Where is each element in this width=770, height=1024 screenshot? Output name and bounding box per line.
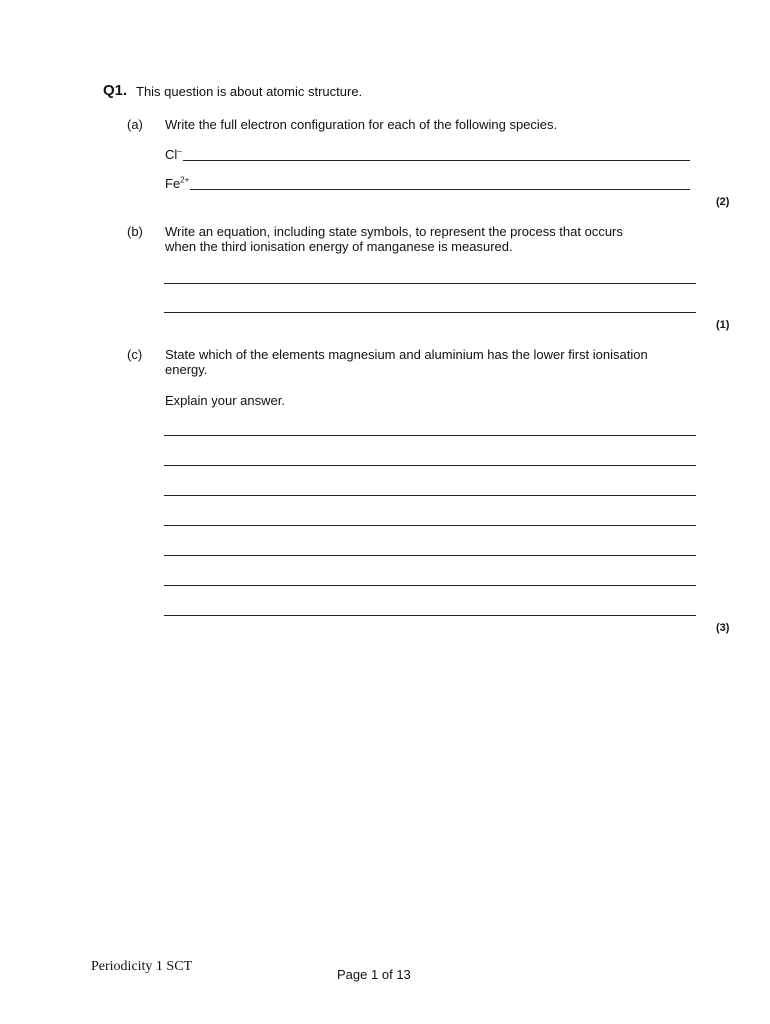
answer-line-c-7[interactable] bbox=[164, 615, 696, 616]
species-cl-symbol: Cl bbox=[165, 147, 178, 162]
part-c-explain: Explain your answer. bbox=[165, 393, 285, 408]
part-b-prompt-line1: Write an equation, including state symbols, to represent the process that occurs bbox=[165, 224, 623, 239]
answer-line-c-4[interactable] bbox=[164, 525, 696, 526]
question-intro: This question is about atomic structure. bbox=[136, 84, 363, 99]
answer-line-b-2[interactable] bbox=[164, 312, 696, 313]
part-b-marks: (1) bbox=[716, 319, 730, 331]
footer-page-number: 1 bbox=[371, 967, 379, 982]
part-c-label: (c) bbox=[127, 347, 143, 362]
part-c-marks: (3) bbox=[716, 622, 730, 634]
answer-line-c-2[interactable] bbox=[164, 465, 696, 466]
species-fe-charge: 2+ bbox=[180, 175, 190, 185]
answer-line-fe[interactable] bbox=[190, 189, 690, 190]
answer-line-c-3[interactable] bbox=[164, 495, 696, 496]
species-cl-label bbox=[165, 147, 182, 162]
part-c-prompt-line2: energy. bbox=[165, 362, 208, 377]
species-fe-label bbox=[165, 176, 189, 191]
part-a-label: (a) bbox=[127, 117, 143, 132]
answer-line-cl[interactable] bbox=[183, 160, 690, 161]
part-b-prompt-line2: when the third ionisation energy of manganese is measured. bbox=[165, 239, 513, 254]
part-a-marks: (2) bbox=[716, 196, 730, 208]
part-a-prompt: Write the full electron configuration for each of the following species. bbox=[165, 117, 558, 132]
footer-of-label: of bbox=[381, 967, 393, 982]
answer-line-c-1[interactable] bbox=[164, 435, 696, 436]
footer-document-title: Periodicity 1 SCT bbox=[91, 959, 193, 974]
footer-total-pages: 13 bbox=[396, 967, 411, 982]
species-fe-symbol: Fe bbox=[165, 176, 181, 191]
footer-page-label: Page bbox=[337, 967, 368, 982]
answer-line-c-6[interactable] bbox=[164, 585, 696, 586]
species-cl-charge: – bbox=[177, 146, 182, 156]
part-c-prompt-line1: State which of the elements magnesium and aluminium has the lower first ionisation bbox=[165, 347, 648, 362]
footer-page-indicator bbox=[337, 967, 411, 982]
answer-line-b-1[interactable] bbox=[164, 283, 696, 284]
answer-line-c-5[interactable] bbox=[164, 555, 696, 556]
question-number: Q1. bbox=[103, 82, 128, 99]
part-b-label: (b) bbox=[127, 224, 143, 239]
